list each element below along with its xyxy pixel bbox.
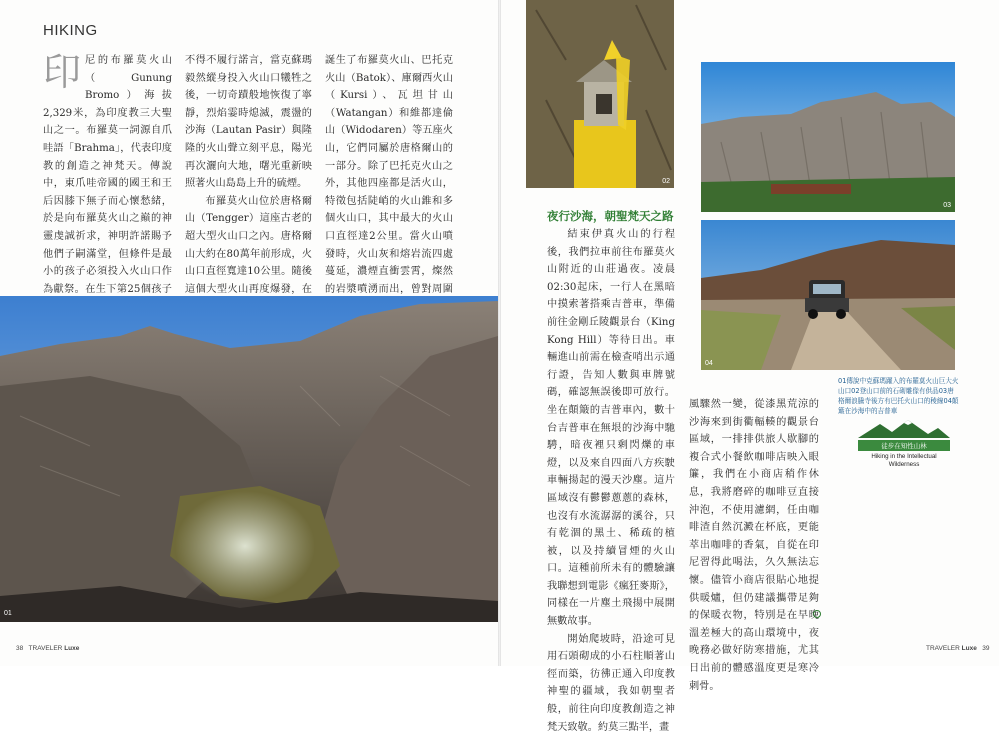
photo-number-04: 04 [705, 360, 713, 367]
column-4-paragraph-2: 開始爬坡時，沿途可見用石頭砌成的小石柱順著山徑而築，彷彿正通入印度教神聖的疆域，我如朝聖者般，前往向印度教創造之神梵天致敬。約莫三點半，畫 [547, 633, 675, 733]
page-number-left: 38 [16, 645, 24, 652]
caldera-ridge-illustration [701, 62, 955, 212]
magazine-name-right: TRAVELER [926, 645, 960, 652]
page-number-right: 39 [982, 645, 990, 652]
column-1-text: 尼的布羅莫火山（Gunung Bromo）海拔2,329米，為印度教三大聖山之一。布羅莫一詞源自爪哇語「Brahma」，代表印度教的創造之神梵天。傳說中，東爪哇帝國的國王和王后因膝下無子而心懷愁緒，於是向布羅莫火山之巔的神靈虔誠祈求，神明許諾賜予他們子嗣滿堂，但條件是最小的孩子必須投入火山口作為獻祭。在生下第25個孩子 [43, 55, 172, 295]
book-spine [498, 0, 501, 666]
section-title: HIKING [43, 22, 98, 39]
logo-band-text: 徒步在知性山林 [858, 440, 950, 451]
photo-number-01: 01 [4, 610, 12, 617]
stone-shrine-illustration [526, 0, 674, 188]
article-column-2 [185, 52, 312, 316]
magazine-name-left: TRAVELER [28, 645, 63, 652]
column-4-paragraph-1: 結束伊真火山的行程後，我們拉車前往布羅莫火山附近的山莊過夜。凌晨02:30起床，一行人在黑暗中摸索著搭乘吉普車，準備前往金剛丘陵觀景台（King Kong Hill）等待日出。車輛進山前需在檢查哨出示通行證，告知人數與車牌號碼，確認無誤後即可放行。坐在顛簸的吉普車內，數十台吉普車在無垠的沙海中馳騁，暗夜裡只剩閃爍的車燈，以及來自四面八方疾駛車輛揚起的漫天沙塵。這片區域沒有鬱鬱蔥蔥的森林，也沒有水流潺潺的溪谷，只有乾涸的黑土、稀疏的植被，以及持續冒煙的火山口。這種前所未有的體驗讓我聯想到電影《瘋狂麥斯》，同樣在一片塵土飛揚中展開無數故事。 [547, 229, 675, 628]
drop-cap: 印 [43, 50, 82, 94]
jeep-illustration [701, 220, 955, 370]
photo-number-03: 03 [943, 202, 951, 209]
column-3-text: 誕生了布羅莫火山、巴托克火山（Batok）、庫爾西火山（Kursi）、瓦坦甘山（Watangan）和維都達倫山（Widodaren）等五座火山，它們同屬於唐格爾山的一部分。除了巴托克火山之外，其他四座都是活火山，特徵包括陡峭的火山錐和多個火山口，其中最大的火山口直徑達2公里。當火山噴發時，火山灰和熔岩流四處蔓延，濃煙直衝雲霄，燦然的岩漿噴湧而出，曾對周圍 [325, 55, 453, 295]
stone-shrine-photo [526, 0, 674, 188]
bromo-crater-photo [0, 296, 498, 622]
photo-caption: 01傳說中克蘇瑪躍入的布羅莫火山巨大火山口02登山口前的石砌雕像有供品03唐格爾浪騰寺後方有巴托火山口的稜線04顛簸在沙海中的吉普車 [838, 377, 959, 415]
logo-subtitle: Hiking in the Intellectual Wilderness [871, 453, 937, 468]
article-subhead: 夜行沙海，朝聖梵天之路 [547, 209, 674, 223]
jeep-sea-of-sand-photo [701, 220, 955, 370]
column-2-paragraph-2: 布羅莫火山位於唐格爾山（Tengger）這座古老的超大型火山口之內。唐格爾山大約在80萬年前形成，火山口直徑寬達10公里。隨後這個大型火山再度爆發，在 [185, 195, 312, 295]
photo-number-02: 02 [662, 178, 670, 185]
column-logo [858, 420, 950, 468]
magazine-name-left-bold: Luxe [64, 645, 80, 652]
article-column-3 [325, 52, 453, 316]
bromo-crater-illustration [0, 296, 498, 622]
column-5-text: 風驟然一變，從漆黑荒涼的沙海來到街衢輻輳的觀景台區域，一排排供旅人歇腳的複合式小餐飲咖啡店映入眼簾，我們在小商店稍作休息，我將磨碎的咖啡豆直接沖泡，不使用濾網，任由咖啡渣自然沉澱在杯底，更能萃出咖啡的香氣，自從在印尼習得此喝法，久久無法忘懷。儘管小商店很貼心地提供暖爐，但仍建議攜帶足夠的保暖衣物，特別是在早晚溫差極大的高山環境中，夜晚務必做好防寒措施，尤其日出前的體感溫度更是寒冷刺骨。 [689, 399, 819, 692]
column-2-paragraph-1: 不得不履行諾言，當克蘇瑪毅然縱身投入火山口犧牲之後，一切奇蹟般地恢復了寧靜，烈焰霎時熄滅，震盪的沙海（Lautan Pasir）與隆隆的火山聲立刻平息，陽光再次灑向大地，曙光重新映照著火山島島上升的硫煙。 [185, 55, 312, 190]
magazine-name-right-bold: Luxe [961, 645, 977, 652]
caldera-ridge-photo [701, 62, 955, 212]
mountain-icon [858, 420, 950, 438]
